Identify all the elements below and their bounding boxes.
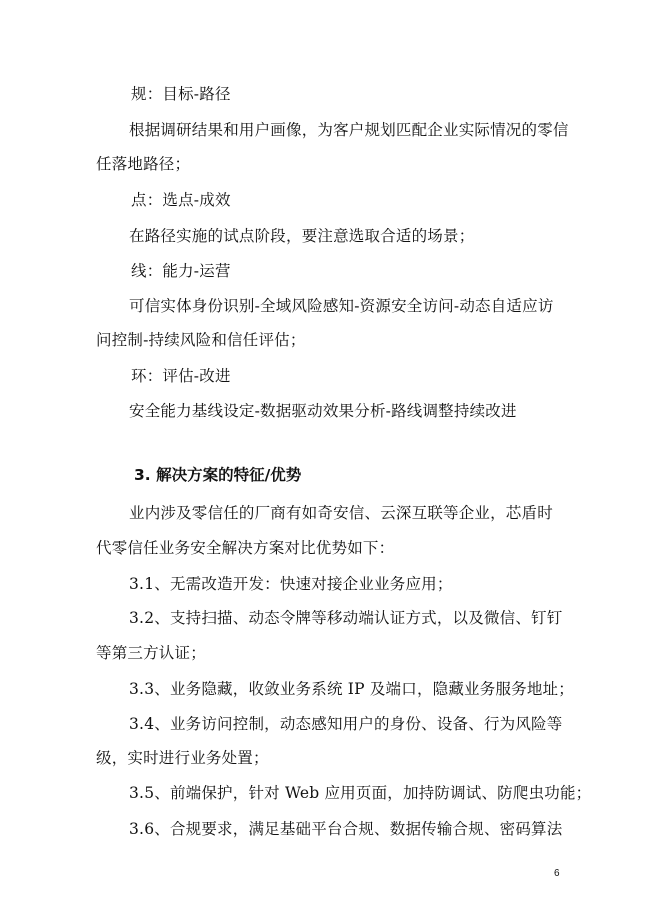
advantage-item-3-2-line-1: 3.2、支持扫描、动态令牌等移动端认证方式，以及微信、钉钉 [129, 609, 563, 627]
advantage-item-3-4-line-2: 级，实时进行业务处置； [96, 749, 269, 767]
xian-text-line-1: 可信实体身份识别-全域风险感知-资源安全访问-动态自适应访 [129, 297, 554, 315]
dian-heading: 点：选点-成效 [131, 191, 231, 209]
advantage-item-3-3: 3.3、业务隐藏，收敛业务系统 IP 及端口，隐藏业务服务地址； [129, 680, 574, 698]
gui-text-line-1: 根据调研结果和用户画像，为客户规划匹配企业实际情况的零信 [129, 121, 569, 139]
advantage-item-3-4-line-1: 3.4、业务访问控制，动态感知用户的身份、设备、行为风险等 [129, 715, 563, 733]
section-heading: 3. 解决方案的特征/优势 [134, 466, 302, 484]
huan-text: 安全能力基线设定-数据驱动效果分析-路线调整持续改进 [129, 402, 517, 420]
gui-heading: 规：目标-路径 [131, 85, 231, 103]
advantage-item-3-1: 3.1、无需改造开发：快速对接企业业务应用； [129, 575, 453, 593]
advantage-item-3-2-line-2: 等第三方认证； [96, 644, 206, 662]
xian-text-line-2: 问控制-持续风险和信任评估； [96, 331, 306, 349]
section-intro-line-1: 业内涉及零信任的厂商有如奇安信、云深互联等企业，芯盾时 [129, 504, 553, 522]
advantage-item-3-6: 3.6、合规要求，满足基础平台合规、数据传输合规、密码算法 [129, 820, 563, 838]
huan-heading: 环：评估-改进 [131, 367, 231, 385]
section-intro-line-2: 代零信任业务安全解决方案对比优势如下： [96, 539, 395, 557]
advantage-item-3-5: 3.5、前端保护，针对 Web 应用页面，加持防调试、防爬虫功能； [129, 784, 592, 802]
gui-text-line-2: 任落地路径； [96, 155, 191, 173]
page-number: 6 [554, 868, 560, 879]
dian-text: 在路径实施的试点阶段，要注意选取合适的场景； [129, 227, 475, 245]
xian-heading: 线：能力-运营 [131, 262, 231, 280]
